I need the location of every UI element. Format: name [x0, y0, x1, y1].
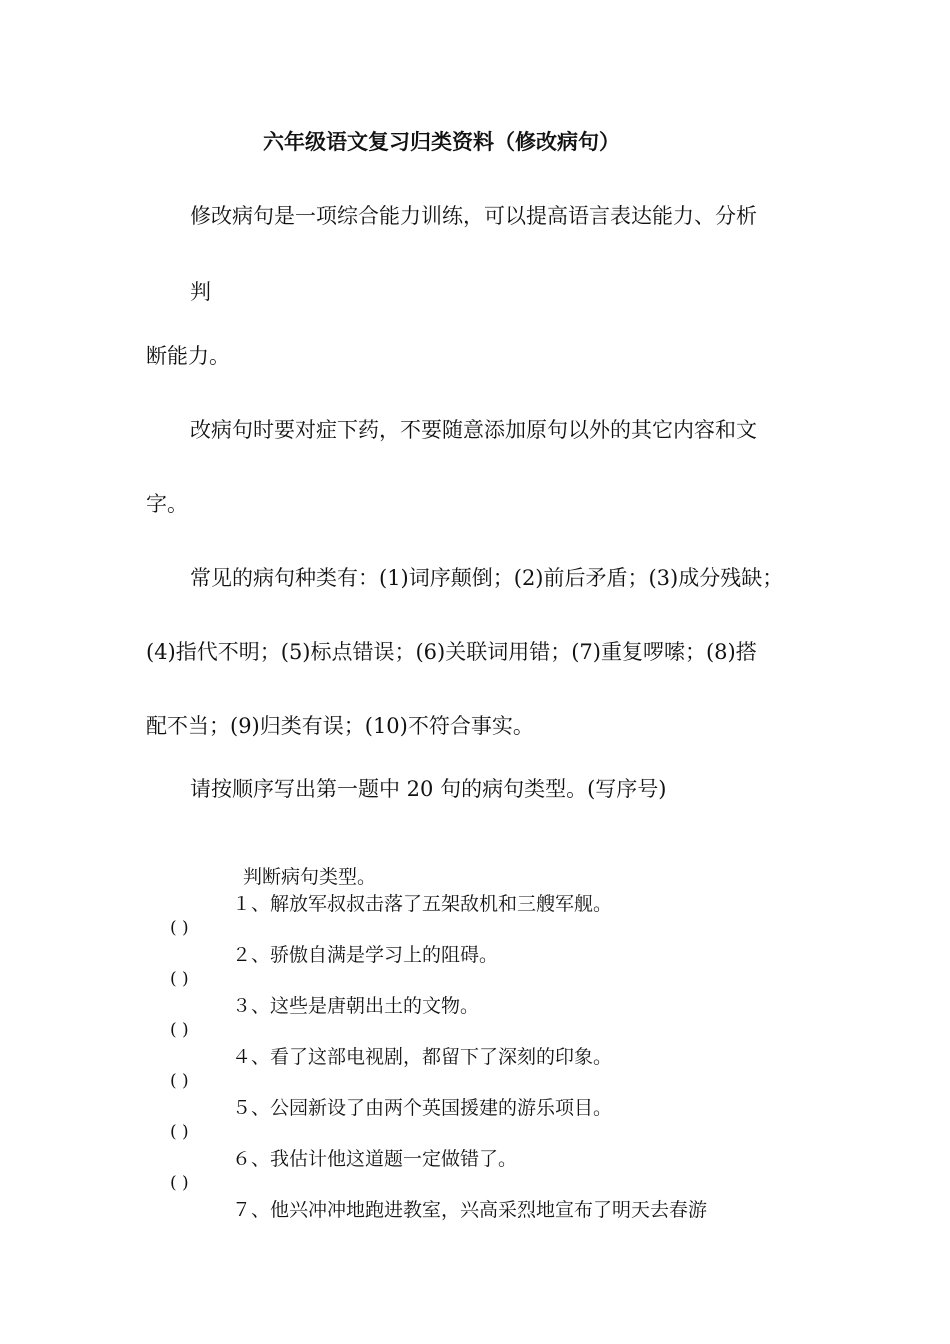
exercise-heading: 判断病句类型。: [243, 866, 377, 888]
exercise-item-6: ６、我估计他这道题一定做错了。: [232, 1148, 518, 1170]
intro-paragraph-1-line-2: 判: [190, 280, 211, 304]
answer-blank-3[interactable]: ( ): [170, 1020, 189, 1040]
exercise-item-4: ４、看了这部电视剧，都留下了深刻的印象。: [232, 1046, 613, 1068]
answer-blank-4[interactable]: ( ): [170, 1071, 189, 1091]
exercise-item-3: ３、这些是唐朝出土的文物。: [232, 995, 480, 1017]
intro-paragraph-1-line-3: 断能力。: [146, 344, 230, 368]
answer-blank-2[interactable]: ( ): [170, 969, 189, 989]
exercise-item-2: ２、骄傲自满是学习上的阻碍。: [232, 944, 499, 966]
intro-paragraph-3-line-2: (4)指代不明；(5)标点错误；(6)关联词用错；(7)重复啰嗦；(8)搭: [146, 640, 757, 664]
intro-paragraph-4-line-1: 请按顺序写出第一题中 20 句的病句类型。(写序号): [190, 777, 667, 801]
answer-blank-1[interactable]: ( ): [170, 918, 189, 938]
exercise-item-1: １、解放军叔叔击落了五架敌机和三艘军舰。: [232, 893, 613, 915]
answer-blank-6[interactable]: ( ): [170, 1173, 189, 1193]
exercise-item-5: ５、公园新设了由两个英国援建的游乐项目。: [232, 1097, 613, 1119]
exercise-item-7: ７、他兴冲冲地跑进教室，兴高采烈地宣布了明天去春游: [232, 1199, 708, 1221]
intro-paragraph-1-line-1: 修改病句是一项综合能力训练，可以提高语言表达能力、分析: [190, 204, 757, 228]
intro-paragraph-3-line-3: 配不当；(9)归类有误；(10)不符合事实。: [146, 714, 534, 738]
page-title: 六年级语文复习归类资料（修改病句）: [263, 129, 620, 154]
intro-paragraph-2-line-1: 改病句时要对症下药，不要随意添加原句以外的其它内容和文: [190, 418, 757, 442]
intro-paragraph-2-line-2: 字。: [146, 492, 188, 516]
answer-blank-5[interactable]: ( ): [170, 1122, 189, 1142]
intro-paragraph-3-line-1: 常见的病句种类有：(1)词序颠倒；(2)前后矛盾；(3)成分残缺；: [190, 566, 784, 590]
